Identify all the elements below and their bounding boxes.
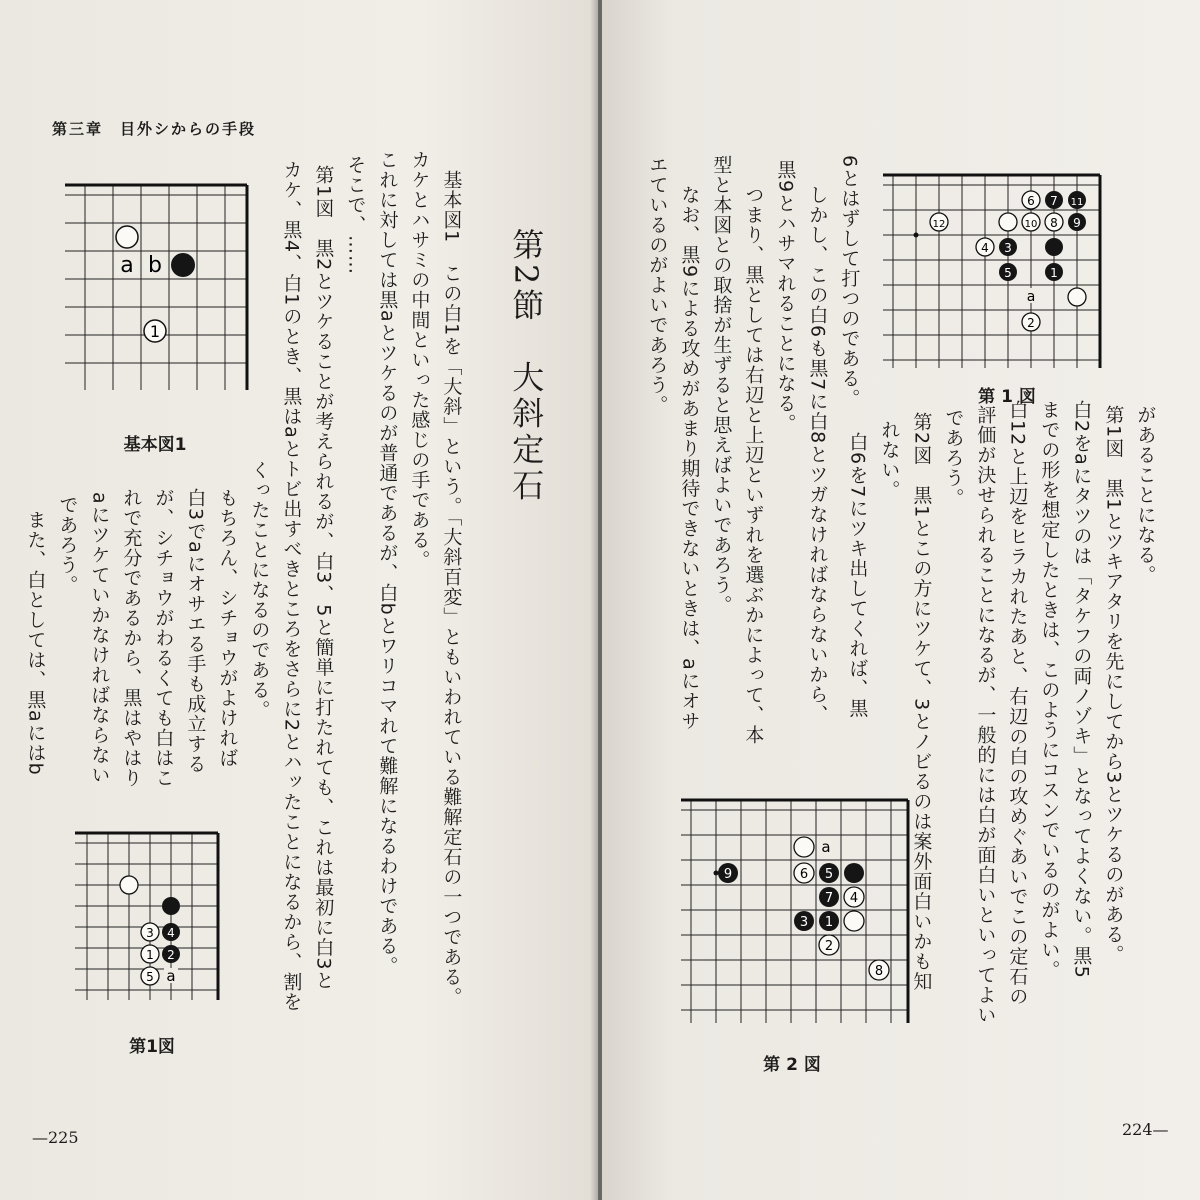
text-column: れで充分であるから、黒はやはり bbox=[120, 488, 143, 788]
page-number: —225 bbox=[32, 1128, 79, 1147]
text-column: 基本図1 この白1を「大斜」という。「大斜百変」ともいわれている難解定石の一つである。 bbox=[440, 170, 463, 1007]
move-label: 5 bbox=[1004, 266, 1012, 280]
text-column: があることになる。 bbox=[1134, 405, 1157, 585]
diagram-caption: 基本図1 bbox=[123, 435, 187, 455]
move-label: 6 bbox=[1027, 194, 1035, 208]
move-label: 12 bbox=[932, 219, 946, 230]
text-column: aにツケていかなければならない bbox=[88, 492, 111, 785]
text-column: 白2をaにタツのは「タケフの両ノゾキ」となってよくない。黒5 bbox=[1070, 400, 1093, 979]
label-a: a bbox=[120, 253, 134, 278]
text-column: 白6を7にツキ出してくれば、黒 bbox=[846, 432, 869, 719]
label-a: a bbox=[1026, 289, 1036, 305]
text-column: 白12と上辺をヒラカれたあと、右辺の白の攻めぐあいでこの定石の bbox=[1006, 400, 1029, 1007]
text-column: までの形を想定したときは、このようにコスンでいるのがよい。 bbox=[1038, 400, 1061, 980]
text-column: 6とはずして打つのである。 bbox=[838, 155, 861, 409]
text-column: カケとハサミの中間といった感じの手である。 bbox=[408, 150, 431, 570]
move-label: 9 bbox=[1073, 216, 1081, 230]
text-column: 白3でaにオサエる手も成立する bbox=[184, 488, 207, 774]
move-label: 3 bbox=[1004, 241, 1012, 255]
white-stone bbox=[120, 876, 138, 894]
move-label: 5 bbox=[146, 970, 154, 984]
label-a: a bbox=[821, 838, 831, 856]
go-diagram-1 bbox=[70, 828, 230, 1008]
go-diagram-1-right bbox=[878, 170, 1108, 370]
move-label: 1 bbox=[824, 915, 834, 930]
move-label: 11 bbox=[1070, 197, 1084, 208]
move-label: 8 bbox=[1050, 216, 1058, 230]
text-column: 第1図 黒2とツケることが考えられるが、白3、5と簡単に打たれても、これは最初に白3と bbox=[312, 165, 335, 991]
move-label: 7 bbox=[824, 891, 834, 906]
text-column: 第2図 黒1とこの方にツケて、3とノビるのは案外面白いかも知 bbox=[910, 412, 933, 992]
text-column: もちろん、シチョウがよければ bbox=[216, 488, 239, 768]
move-label: 2 bbox=[824, 939, 834, 954]
diagram-caption: 第1図 bbox=[129, 1037, 175, 1057]
text-column: エているのがよいであろう。 bbox=[646, 155, 669, 415]
page-number: 224— bbox=[1122, 1120, 1169, 1139]
move-label: 4 bbox=[981, 241, 989, 255]
go-diagram-2 bbox=[676, 795, 916, 1035]
move-label: 5 bbox=[824, 867, 834, 882]
text-column: であろう。 bbox=[942, 408, 965, 508]
text-column: 型と本図との取捨が生ずると思えばよいであろう。 bbox=[710, 155, 733, 615]
move-label: 2 bbox=[167, 948, 175, 962]
text-column: 評価が決せられることになるが、一般的には白が面白いといってよい bbox=[974, 405, 997, 1025]
text-column: くったことになるのである。 bbox=[248, 460, 271, 720]
text-column: これに対しては黒aとツケるのが普通であるが、白bとワリコマれて難解になるわけである。 bbox=[376, 150, 399, 976]
label-b: b bbox=[148, 253, 162, 278]
right-page bbox=[602, 0, 1200, 1200]
black-stone bbox=[171, 253, 195, 277]
move-label: 1 bbox=[149, 322, 161, 341]
text-column: また、白としては、黒aにはb bbox=[24, 510, 47, 776]
move-label: 1 bbox=[146, 948, 154, 962]
text-column: つまり、黒としては右辺と上辺といずれを選ぶかによって、本 bbox=[742, 185, 765, 745]
text-column: 黒9とハサマれることになる。 bbox=[774, 160, 797, 434]
diagram-caption: 第 1 図 bbox=[978, 387, 1036, 407]
text-column: 第1図 黒1とツキアタリを先にしてから3とツケるのがある。 bbox=[1102, 405, 1125, 965]
running-head: 第三章 目外シからの手段 bbox=[52, 120, 257, 138]
white-stone bbox=[116, 226, 138, 248]
label-a: a bbox=[166, 967, 176, 985]
diagram-caption: 第 2 図 bbox=[763, 1055, 821, 1075]
move-label: 1 bbox=[1050, 266, 1058, 280]
section-heading: 第2節 大斜定石 bbox=[507, 228, 546, 505]
move-label: 9 bbox=[723, 867, 733, 882]
move-label: 3 bbox=[146, 926, 154, 940]
move-label: 6 bbox=[799, 867, 809, 882]
text-column: そこで、…… bbox=[344, 155, 367, 275]
move-label: 2 bbox=[1027, 316, 1035, 330]
text-column: が、シチョウがわるくても白はこ bbox=[152, 488, 175, 788]
move-label: 8 bbox=[874, 964, 884, 979]
move-label: 7 bbox=[1050, 194, 1058, 208]
move-label: 4 bbox=[167, 926, 175, 940]
left-page bbox=[0, 0, 598, 1200]
move-label: 3 bbox=[799, 915, 809, 930]
go-diagram-kihon bbox=[55, 175, 255, 400]
move-label: 10 bbox=[1024, 219, 1038, 230]
black-stone bbox=[162, 897, 180, 915]
text-column: であろう。 bbox=[56, 495, 79, 595]
text-column: カケ、黒4、白1のとき、黒はaとトビ出すべきところをさらに2とハッたことになるから、割を bbox=[280, 160, 303, 1012]
move-label: 4 bbox=[849, 891, 859, 906]
text-column: なお、黒9による攻めがあまり期待できないときは、aにオサ bbox=[678, 185, 701, 731]
text-column: れない。 bbox=[878, 420, 901, 500]
text-column: しかし、この白6も黒7に白8とツガなければならないから、 bbox=[806, 185, 829, 725]
